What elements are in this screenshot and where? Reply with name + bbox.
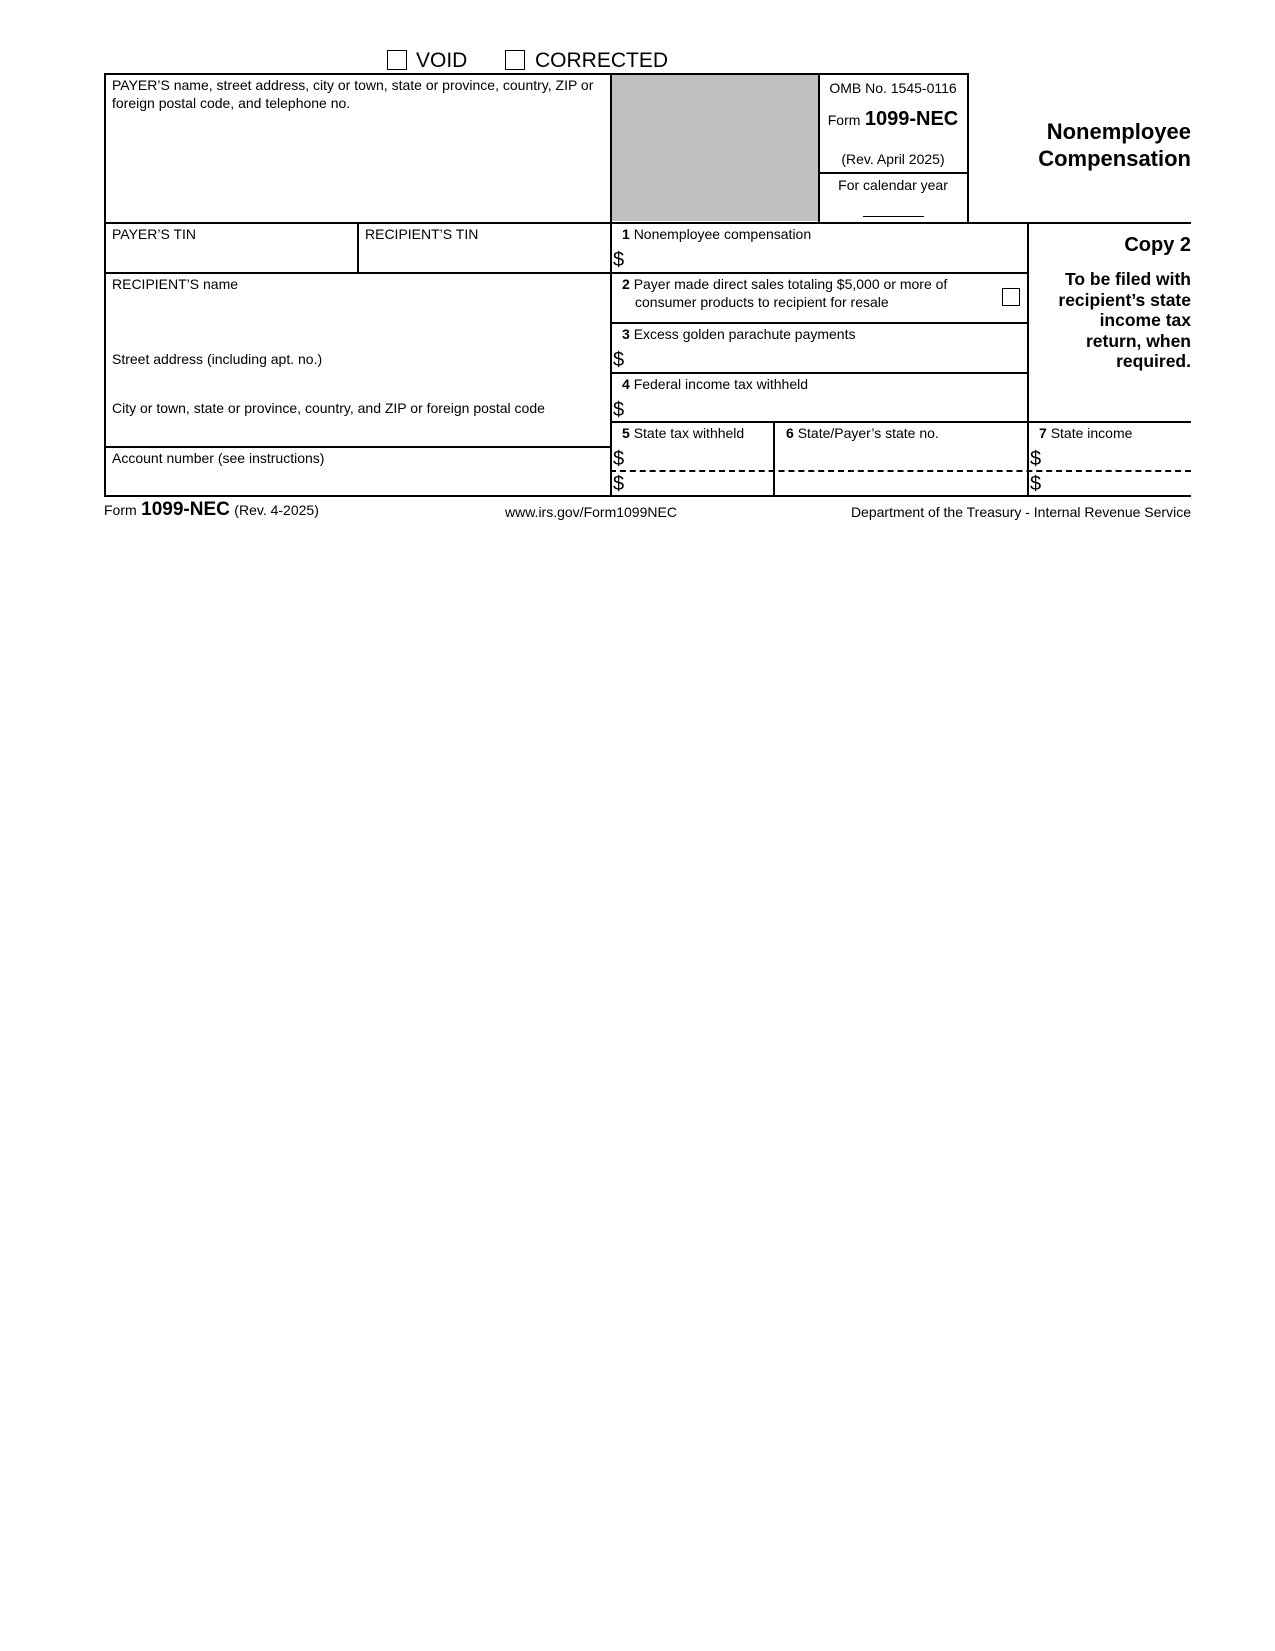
col-line-omb-right (967, 73, 969, 223)
box7-label (1039, 424, 1132, 442)
box6-text: State/Payer’s state no. (797, 425, 939, 441)
copy-name: Copy 2 (1124, 234, 1191, 256)
form-revision: (Rev. April 2025) (841, 151, 945, 167)
box4-amount-field[interactable] (628, 395, 1024, 419)
title-line2: Compensation (1038, 146, 1191, 171)
title-line1: Nonemployee (1046, 119, 1191, 144)
box2-text-line1: Payer made direct sales totaling $5,000 or more of (633, 276, 948, 292)
corrected-label: CORRECTED (535, 49, 669, 72)
box7-amount-field-2[interactable] (1045, 473, 1189, 494)
box6-field-2[interactable] (776, 473, 1025, 494)
footer-form-number: 1099-NEC (141, 499, 230, 520)
row-line-account (104, 446, 610, 448)
top-border (104, 73, 967, 75)
payer-name-field[interactable] (106, 115, 608, 220)
box4-number: 4 (622, 376, 630, 392)
footer-form-id (104, 499, 319, 522)
box1-amount-field[interactable] (628, 246, 1024, 271)
recipient-tin-label: RECIPIENT’S TIN (365, 226, 479, 242)
row-line-box3 (610, 322, 1028, 324)
box7-amount-field-1[interactable] (1045, 445, 1189, 468)
street-address-label: Street address (including apt. no.) (112, 351, 323, 367)
footer-form-prefix: Form (104, 502, 137, 518)
copy-instr-line: return, when (1085, 330, 1191, 351)
box2-text-line2: consumer products to recipient for resale (635, 294, 889, 310)
void-label: VOID (416, 49, 468, 72)
box6-number: 6 (786, 425, 794, 441)
box3-label (622, 325, 856, 343)
row-line-box4 (610, 372, 1028, 374)
footer-department: Department of the Treasury - Internal Revenue Service (850, 504, 1191, 520)
account-number-label: Account number (see instructions) (112, 450, 325, 466)
footer-url: www.irs.gov/Form1099NEC (505, 504, 677, 520)
box5-dollar-2: $ (613, 473, 625, 495)
calendar-year-input[interactable] (860, 198, 926, 216)
box7-text: State income (1050, 425, 1133, 441)
omb-number: OMB No. 1545-0116 (829, 80, 957, 96)
box3-amount-field[interactable] (628, 345, 1024, 370)
account-number-field[interactable] (106, 468, 608, 493)
box5-dollar-1: $ (613, 448, 625, 470)
box2-checkbox[interactable] (1002, 288, 1020, 306)
box5-text: State tax withheld (633, 425, 745, 441)
row-line-recipient-name (104, 272, 1028, 274)
copy-instr-line: recipient’s state (1058, 289, 1191, 310)
void-checkbox[interactable] (387, 50, 407, 70)
grey-shaded-area (612, 75, 818, 221)
box6-label (786, 424, 939, 442)
box7-number: 7 (1039, 425, 1047, 441)
box4-label (622, 375, 808, 393)
box1-dollar: $ (613, 249, 625, 271)
payer-name-label: PAYER’S name, street address, city or town, state or province, country, ZIP or foreign postal code, and telephone no. (112, 77, 594, 111)
box7-dollar-1: $ (1030, 448, 1042, 470)
box6-field-1[interactable] (776, 445, 1025, 468)
recipient-name-field[interactable] (106, 294, 608, 320)
form-prefix: Form (827, 112, 861, 128)
box5-label (622, 424, 744, 442)
row-line-box5 (610, 421, 1191, 423)
col-line-box6 (773, 421, 775, 496)
copy-instr-line: income tax (1099, 310, 1191, 330)
recipient-name-label: RECIPIENT’S name (112, 276, 239, 292)
calendar-year-input-line (863, 216, 924, 217)
street-address-field[interactable] (106, 324, 608, 348)
state-dashed-line (610, 470, 1191, 472)
box5-number: 5 (622, 425, 630, 441)
box4-dollar: $ (613, 399, 625, 421)
box3-number: 3 (622, 326, 630, 342)
payer-tin-label: PAYER’S TIN (112, 226, 197, 242)
box2-label (622, 275, 982, 311)
copy-instructions (1032, 269, 1191, 372)
city-label: City or town, state or province, country, and ZIP or foreign postal code (112, 400, 545, 416)
box3-text: Excess golden parachute payments (633, 326, 856, 342)
col-line-recipient-tin (357, 222, 359, 273)
box1-label (622, 225, 811, 243)
omb-divider (818, 172, 968, 174)
copy-instr-line: required. (1116, 351, 1191, 371)
calendar-year-label: For calendar year (838, 177, 948, 193)
box1-number: 1 (622, 226, 630, 242)
corrected-checkbox[interactable] (505, 50, 525, 70)
city-field[interactable] (106, 372, 608, 396)
box5-amount-field-1[interactable] (628, 445, 770, 468)
copy-instr-line: To be filed with (1064, 269, 1191, 289)
form-number: 1099-NEC (864, 108, 959, 130)
payer-tin-field[interactable] (106, 244, 355, 271)
box1-text: Nonemployee compensation (633, 226, 812, 242)
form-id (820, 108, 966, 131)
box2-number: 2 (622, 276, 630, 292)
box3-dollar: $ (613, 349, 625, 371)
form-title (1000, 118, 1191, 172)
footer-form-revision: (Rev. 4-2025) (234, 502, 319, 518)
box5-amount-field-2[interactable] (628, 473, 770, 494)
recipient-tin-field[interactable] (360, 244, 608, 271)
col-line-copy (1027, 222, 1029, 496)
box7-dollar-2: $ (1030, 473, 1042, 495)
box4-text: Federal income tax withheld (633, 376, 808, 392)
